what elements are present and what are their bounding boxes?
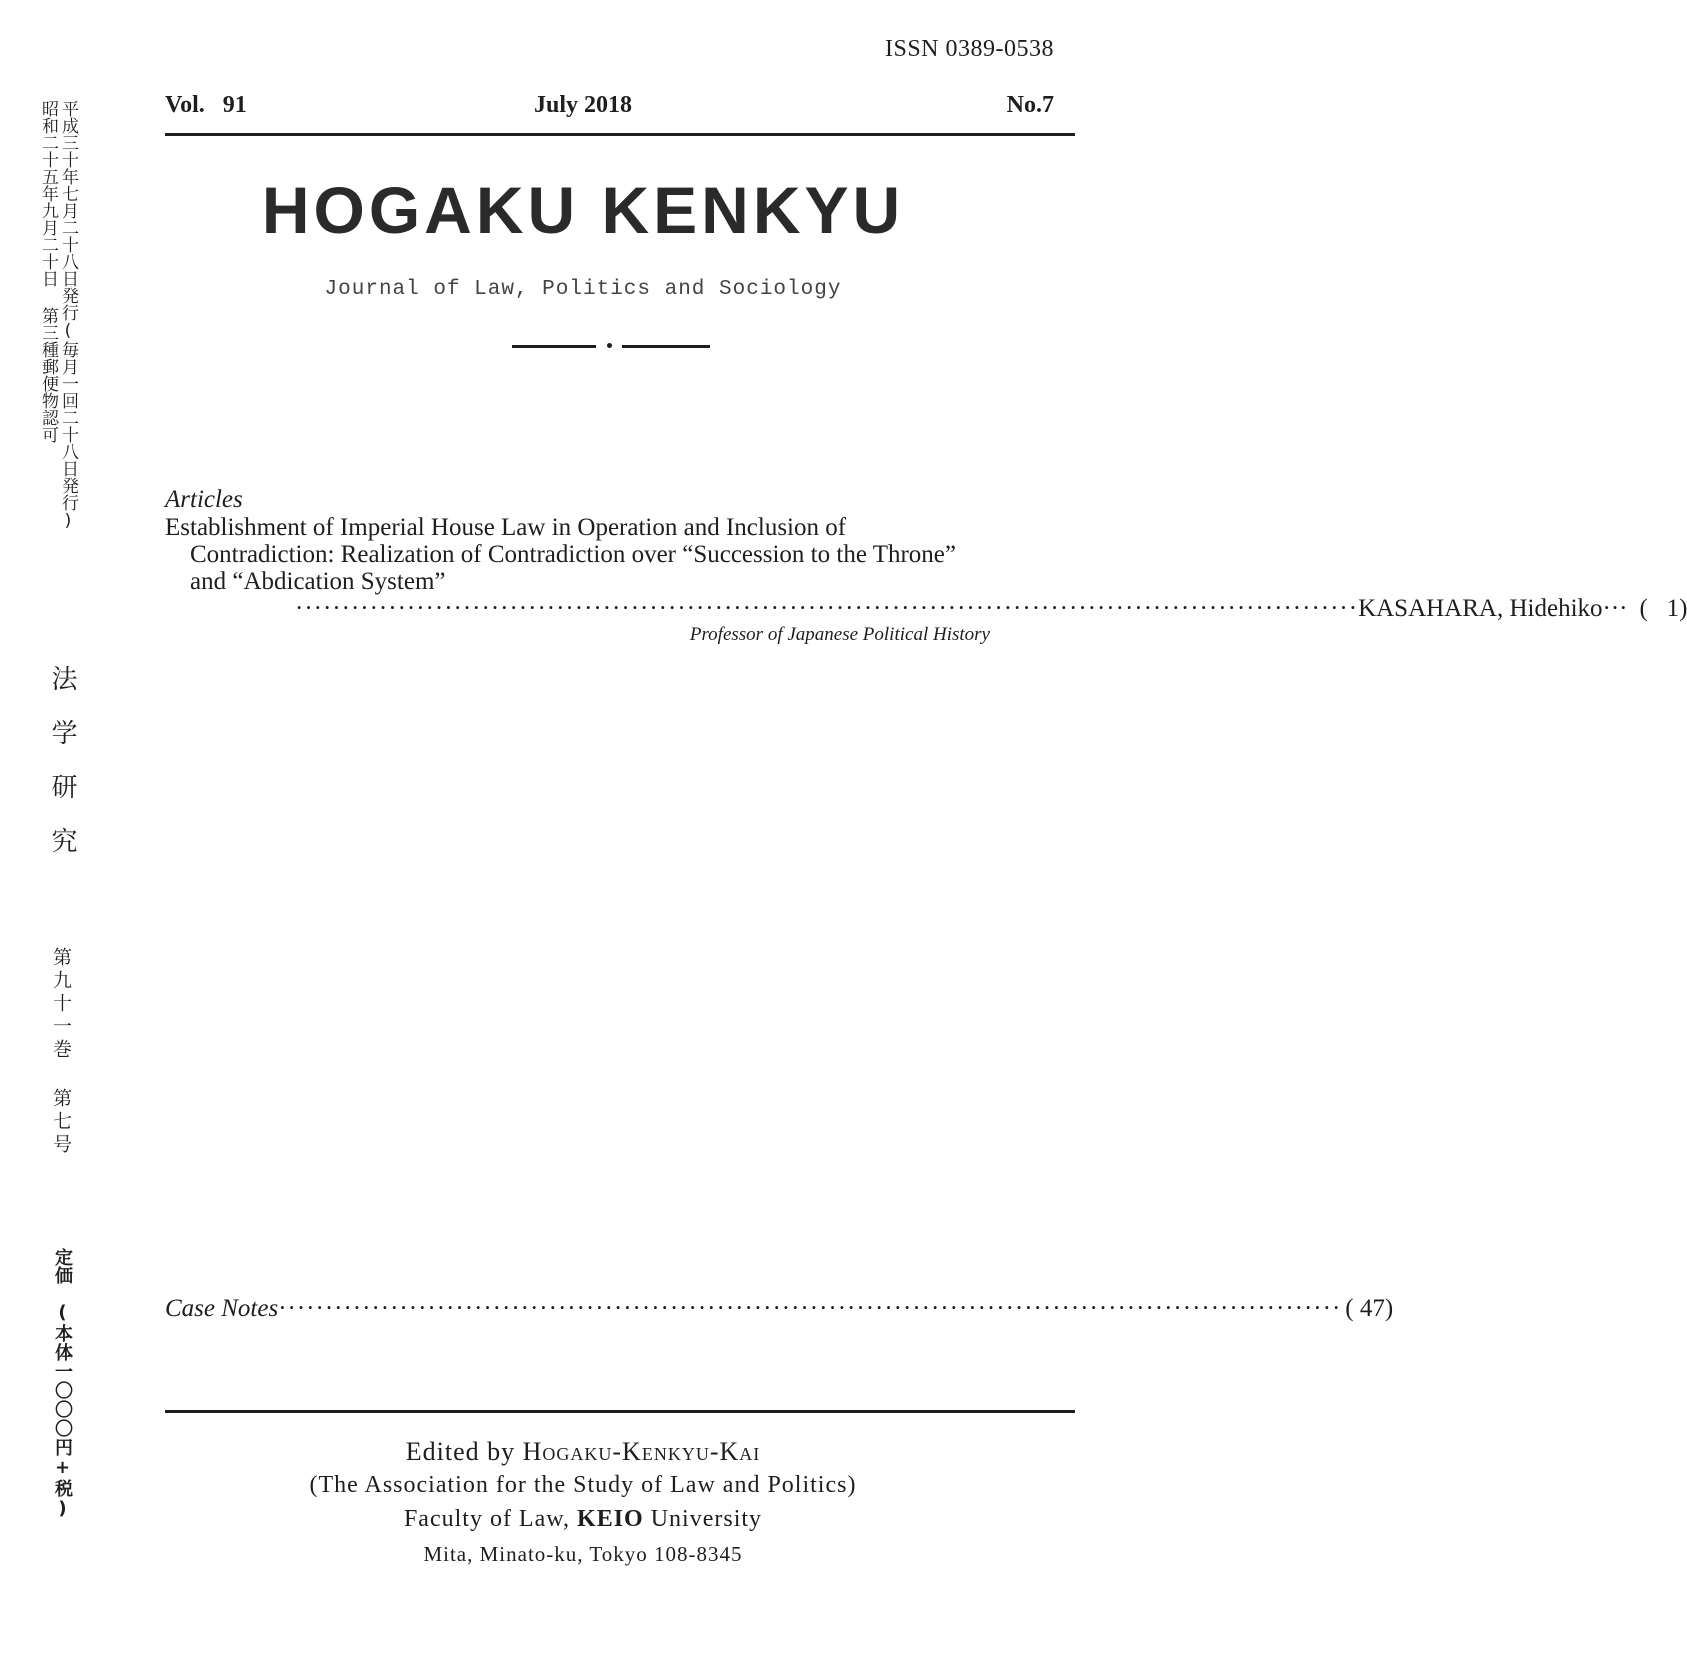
- ornament-dot: [607, 343, 612, 348]
- spine-publication-line: 平成三十年七月二十八日発行(毎月一回二十八日発行): [58, 100, 78, 531]
- volume-label: Vol. 91: [165, 92, 247, 118]
- article-title-line: Contradiction: Realization of Contradiction over “Succession to the Throne”: [190, 541, 957, 568]
- address-line: Mita, Minato-ku, Tokyo 108-8345: [423, 1542, 743, 1566]
- case-notes-label: Case Notes: [165, 1295, 279, 1322]
- header-rule: [165, 133, 1075, 136]
- journal-subtitle: Journal of Law, Politics and Sociology: [324, 278, 842, 301]
- faculty-prefix: Faculty of Law,: [403, 1506, 578, 1532]
- issue-date: July 2018: [533, 92, 632, 118]
- article-author-row: [295, 595, 1687, 623]
- ornament-line-right: [622, 345, 710, 348]
- article-title-line: Establishment of Imperial House Law in Operation and Inclusion of: [165, 514, 847, 541]
- journal-title: HOGAKU KENKYU: [261, 173, 905, 247]
- case-notes-row: [165, 1295, 1394, 1323]
- articles-heading: Articles: [165, 486, 243, 513]
- case-notes-page: ( 47): [1345, 1295, 1394, 1322]
- spine-volume-issue: 第九十一巻 第七号: [50, 947, 72, 1157]
- university-suffix: University: [643, 1506, 763, 1532]
- author-affiliation: Professor of Japanese Political History: [689, 624, 990, 645]
- article-page: ( 1): [1639, 595, 1687, 622]
- issue-number: No.7: [1006, 92, 1054, 118]
- association-line: (The Association for the Study of Law and Politics): [309, 1472, 857, 1498]
- dot-leader: ··················································································································: [295, 595, 1359, 622]
- article-author: KASAHARA, Hidehiko···: [1358, 595, 1628, 622]
- university-name: KEIO: [577, 1506, 644, 1532]
- spine-price-label: 定価: [52, 1248, 73, 1284]
- spine-postal-line: 昭和二十五年九月二十日 第三種郵便物認可: [38, 100, 58, 443]
- edited-by-line: [0, 1437, 1166, 1467]
- edited-by-prefix: Edited by: [405, 1437, 523, 1466]
- ornament-line-left: [512, 345, 596, 348]
- faculty-line: [0, 1506, 1166, 1533]
- issn: ISSN 0389-0538: [884, 36, 1054, 62]
- editor-name: Hogaku-Kenkyu-Kai: [522, 1437, 761, 1466]
- article-title-line: and “Abdication System”: [190, 568, 446, 595]
- dot-leader: ··················································································································: [278, 1295, 1342, 1322]
- spine-journal-title: 法学研究: [47, 665, 77, 881]
- spine-price-value: (本体一〇〇〇円+税): [52, 1302, 73, 1520]
- footer-rule: [165, 1410, 1075, 1413]
